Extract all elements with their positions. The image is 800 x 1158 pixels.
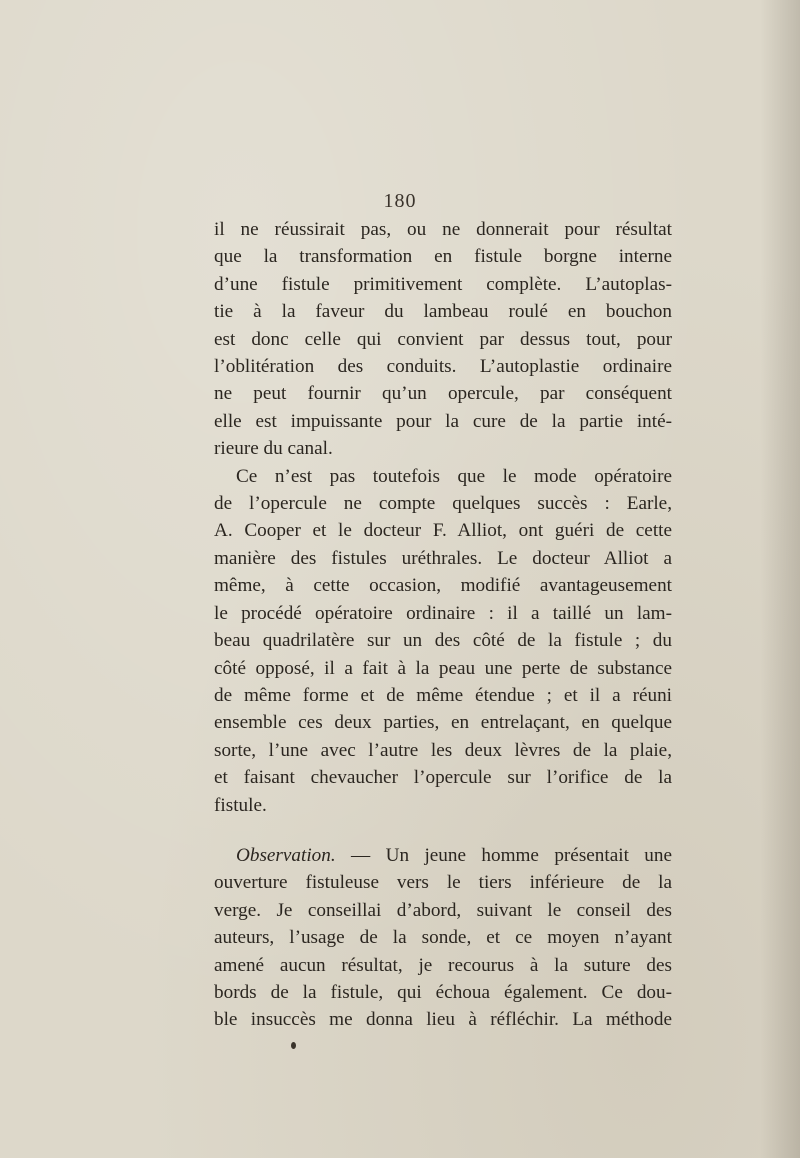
- text-line: verge. Je conseillai d’abord, suivant le conseil des: [214, 899, 672, 921]
- text-line: ensemble ces deux parties, en entrelaçant, en quelque: [214, 712, 672, 734]
- text-line: rieure du canal.: [214, 438, 333, 460]
- text-line: est donc celle qui convient par dessus tout, pour: [214, 328, 672, 350]
- text-line: [214, 842, 672, 869]
- text-line: auteurs, l’usage de la sonde, et ce moyen n’ayant: [214, 927, 672, 949]
- text-line: d’une fistule primitivement complète. L’autoplas-: [214, 273, 672, 295]
- text-line: il ne réussirait pas, ou ne donnerait pour résultat: [214, 219, 672, 240]
- text-line: sorte, l’une avec l’autre les deux lèvres de la plaie,: [214, 739, 672, 761]
- paragraph-2: [214, 463, 672, 819]
- text-line: ble insuccès me donna lieu à réfléchir. La méthode: [214, 1009, 672, 1031]
- paragraph-1: [214, 216, 672, 463]
- page-number: 180: [383, 190, 417, 212]
- ink-mark: [291, 1042, 296, 1049]
- text-line: ne peut fournir qu’un opercule, par conséquent: [214, 383, 672, 405]
- text-line: le procédé opératoire ordinaire : il a taillé un lam-: [214, 602, 672, 624]
- text-line: même, à cette occasion, modifié avantageusement: [214, 575, 672, 597]
- text-line: de même forme et de même étendue ; et il a réuni: [214, 684, 672, 706]
- paragraph-3: [214, 842, 672, 1034]
- text-line: et faisant chevaucher l’opercule sur l’orifice de la: [214, 767, 672, 789]
- text-line: de l’opercule ne compte quelques succès : Earle,: [214, 493, 672, 515]
- text-line: A. Cooper et le docteur F. Alliot, ont guéri de cette: [214, 520, 672, 542]
- text-line: amené aucun résultat, je recourus à la suture des: [214, 954, 672, 976]
- text-line: l’oblitération des conduits. L’autoplastie ordinaire: [214, 356, 672, 378]
- text-line: ouverture fistuleuse vers le tiers inférieure de la: [214, 872, 672, 894]
- body-text: [214, 216, 672, 1034]
- text-line: beau quadrilatère sur un des côté de la fistule ; du: [214, 630, 672, 652]
- observation-text: — Un jeune homme présentait une: [335, 844, 672, 866]
- text-line: que la transformation en fistule borgne interne: [214, 246, 672, 268]
- text-line: fistule.: [214, 794, 267, 816]
- text-line: Ce n’est pas toutefois que le mode opératoire: [236, 465, 672, 487]
- text-line: tie à la faveur du lambeau roulé en bouchon: [214, 301, 672, 323]
- text-line: bords de la fistule, qui échoua également. Ce dou-: [214, 981, 672, 1003]
- observation-heading: Observation.: [236, 844, 336, 866]
- text-line: elle est impuissante pour la cure de la partie inté-: [214, 410, 672, 432]
- paragraph-gap: [214, 819, 672, 842]
- text-line: côté opposé, il a fait à la peau une perte de substance: [214, 657, 672, 679]
- text-line: manière des fistules uréthrales. Le docteur Alliot a: [214, 547, 672, 569]
